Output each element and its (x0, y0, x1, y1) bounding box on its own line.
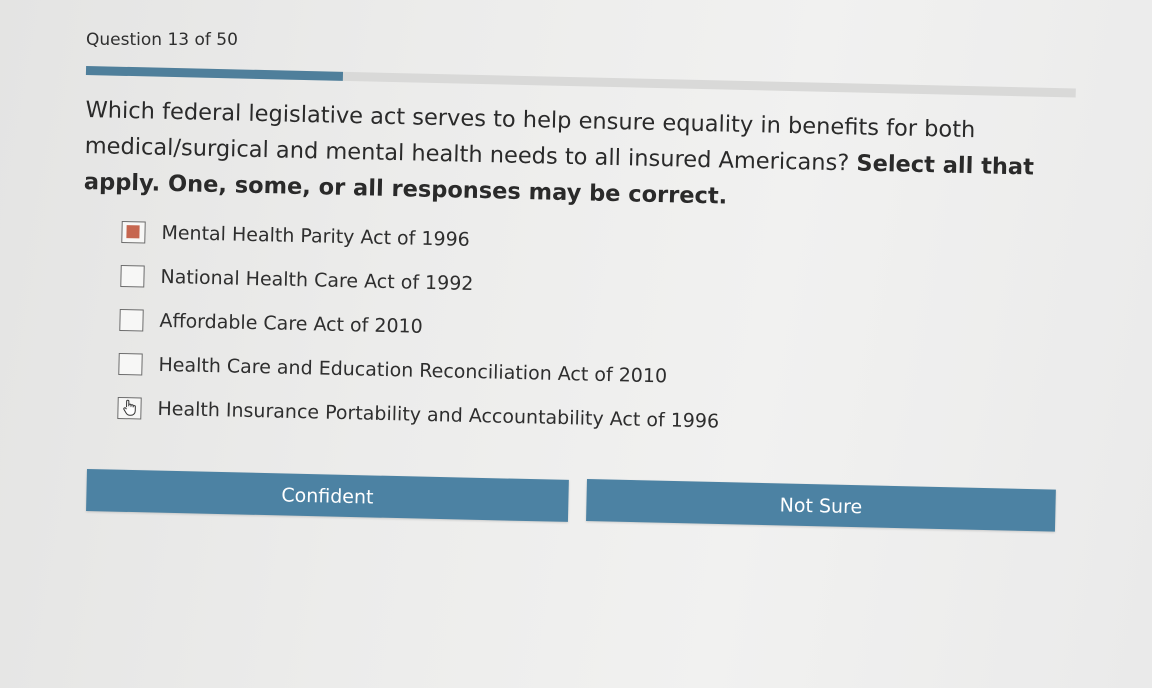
progress-bar (86, 66, 1076, 97)
option-checkbox[interactable] (118, 353, 142, 376)
answer-options (117, 210, 724, 444)
option-label: Health Insurance Portability and Accountability Act of 1996 (157, 397, 720, 433)
option-checkbox[interactable] (117, 397, 141, 420)
question-stem: Which federal legislative act serves to help ensure equality in benefits for both medical/surgical and mental health needs to all insured Americans? (84, 96, 976, 177)
option-label: Affordable Care Act of 2010 (159, 309, 423, 338)
confident-button[interactable]: Confident (86, 469, 569, 522)
question-counter: Question 13 of 50 (86, 30, 238, 50)
question-text (84, 92, 1046, 222)
option-label: Mental Health Parity Act of 1996 (161, 221, 471, 251)
question-instruction: Select all that apply. One, some, or all responses may be correct. (83, 150, 1035, 210)
not-sure-button[interactable]: Not Sure (586, 479, 1056, 532)
hand-cursor-icon (121, 399, 137, 416)
option-checkbox[interactable] (119, 309, 143, 332)
progress-bar-fill (86, 66, 344, 81)
option-label: Health Care and Education Reconciliation Act of 2010 (158, 353, 668, 388)
option-checkbox[interactable] (121, 221, 145, 244)
option-label: National Health Care Act of 1992 (160, 265, 474, 295)
option-checkbox[interactable] (120, 265, 144, 288)
